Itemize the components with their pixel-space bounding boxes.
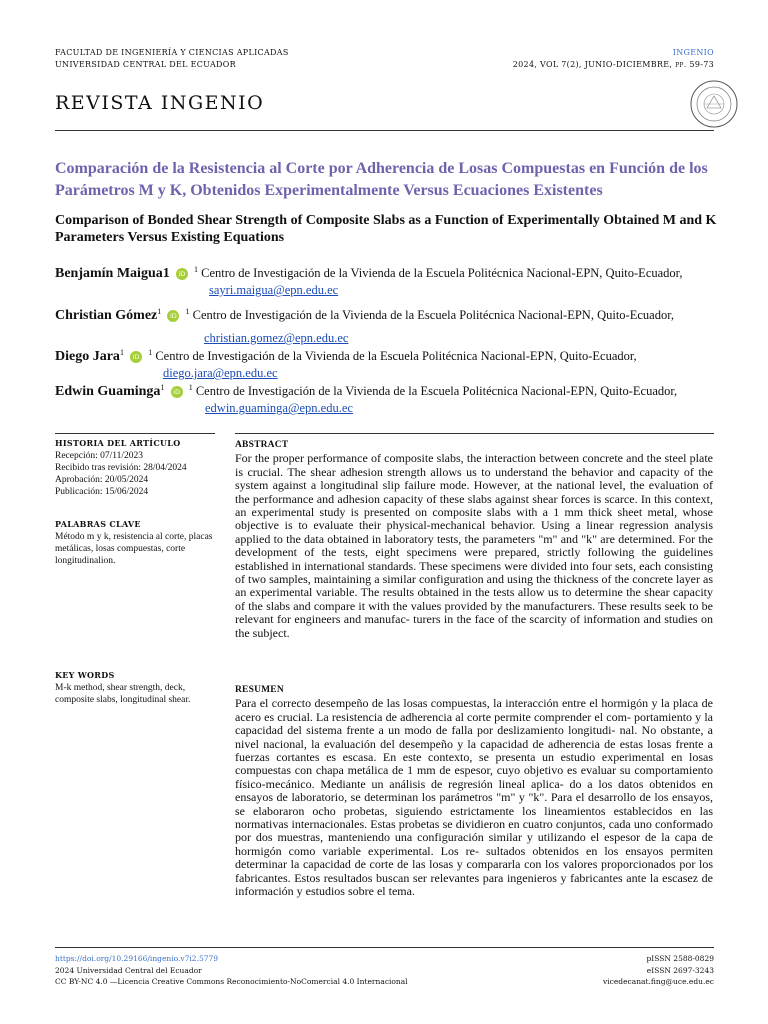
faculty-name: FACULTAD DE INGENIERÍA Y CIENCIAS APLICADAS bbox=[55, 48, 289, 57]
resumen-section bbox=[235, 684, 713, 899]
eissn: eISSN 2697-3243 bbox=[646, 965, 714, 975]
footer-right bbox=[603, 953, 714, 988]
resumen-text: Para el correcto desempeño de las losas compuestas, la interacción entre el hormigón y la placa de acero es crucial. La resistencia de adherencia al corte permite comprender el com- portamiento y la capacidad del sistema frente a un modo de falla por deslizamiento longitudi- nal. No obstante, a nivel nacional, la evaluación del desempeño y la capacidad de adherencia de estas losas frente a fuerzas cortantes es escasa. En este contexto, se presenta un estudio experimental en losas compuestas con chapa metálica de 1 mm de espesor, cuyo objetivo es evaluar su comportamiento físico-mecánico. Mediante un análisis de regresión lineal aplica- do a los datos obtenidos en ensayos de laboratorio, se determinan los parámetros "m" y "k". Para el desarrollo de los ensayos, se elaboraron ocho probetas, siguiendo estrictamente los lineamientos establecidos en las normativas internacionales. Estas probetas se dividieron en cuatro conjuntos, cada uno conformado por dos muestras, manteniendo una configuración similar y utilizando el espesor de la capa de hormigón como variable experimental. Los re- sultados obtenidos en los ensayos permiten determinar la capacidad de corte de las losas y compararla con los valores proporcionados por los fabricantes. Estos resultados buscan ser relevantes para ingenieros y fabricantes ante la escasez de información y estudios sobre el tema. bbox=[235, 696, 713, 899]
journal-short-name: INGENIO bbox=[672, 48, 714, 57]
author-affiliation: Centro de Investigación de la Vivienda de la Escuela Politécnica Nacional-EPN, Quito-Ecuador, bbox=[155, 349, 637, 364]
author-block-3 bbox=[55, 345, 725, 381]
author-name: Benjamín Maigua bbox=[55, 266, 163, 282]
author-sup: 1 bbox=[160, 383, 165, 392]
author-affiliation: Centro de Investigación de la Vivienda de la Escuela Politécnica Nacional-EPN, Quito-Ecuador, bbox=[192, 308, 674, 323]
resumen-heading: RESUMEN bbox=[235, 685, 284, 695]
author-name: Edwin Guaminga bbox=[55, 384, 161, 400]
contact-email[interactable]: vicedecanat.fing@uce.edu.ec bbox=[603, 977, 714, 986]
copyright-text: 2024 Universidad Central del Ecuador bbox=[55, 965, 202, 975]
author-sup: 1 bbox=[162, 266, 170, 282]
author-name: Diego Jara bbox=[55, 349, 120, 365]
author-email-link[interactable]: sayri.maigua@epn.edu.ec bbox=[209, 283, 339, 298]
keywords-en-text: M-k method, shear strength, deck, composite slabs, longitudinal shear. bbox=[55, 683, 191, 705]
footer-divider bbox=[55, 947, 714, 948]
article-title-spanish: Comparación de la Resistencia al Corte por Adherencia de Losas Compuestas en Función de los Parámetros M y K, Obtenidos Experimentalmente Versus Ecuaciones Existentes bbox=[55, 160, 708, 199]
running-header-right bbox=[513, 47, 714, 71]
author-block-1 bbox=[55, 262, 725, 298]
history-heading: HISTORIA DEL ARTÍCULO bbox=[55, 438, 181, 448]
issue-info: 2024, VOL 7(2), JUNIO-DICIEMBRE, pp. 59-73 bbox=[512, 60, 714, 69]
orcid-icon[interactable]: iD bbox=[130, 351, 142, 363]
footer-left bbox=[55, 953, 408, 988]
author-sup: 1 bbox=[119, 348, 124, 357]
orcid-icon[interactable]: iD bbox=[171, 386, 183, 398]
main-divider bbox=[235, 433, 714, 434]
pissn: pISSN 2588-0829 bbox=[646, 954, 714, 963]
affiliation-sup: 1 bbox=[148, 348, 153, 357]
university-seal-icon bbox=[690, 80, 738, 128]
keywords-es-text: Método m y k, resistencia al corte, placas metálicas, losas compuestas, corte longitudinalion. bbox=[55, 532, 213, 566]
orcid-icon[interactable]: iD bbox=[176, 268, 188, 280]
author-block-2 bbox=[55, 304, 725, 346]
journal-title: REVISTA INGENIO bbox=[55, 92, 265, 114]
abstract-text: For the proper performance of composite slabs, the interaction between concrete and the steel plate is crucial. The shear adhesion strength allows us to understand the behavior and capacity of the system against a longitudinal slip failure mode. However, at the national level, the evaluation of the performance and adhesion capacity of these slabs against shear forces is scarce. In this context, an experimental study is presented on composite slabs with a 1 mm thick sheet metal, whose objective is to evaluate their physical-mechanical behavior. Using a linear regression analysis applied to the data obtained in laboratory tests, the parameters "m" and "k" are determined. For the development of the tests, eight specimens were prepared, strictly following the guidelines established in international standards. These specimens were divided into four sets, each consisting of two samples, maintaining a similar configuration and using the thickness of the concrete layer as an experimental variable. The results obtained in the tests allow us to determine the shear capacity of the slabs and compare it with the values provided by the manufacturers. These results seek to be relevant for engineers and manufac- turers in the face of the scarcity of information and studies on the subject. bbox=[235, 451, 713, 640]
author-block-4 bbox=[55, 380, 725, 416]
keywords-english bbox=[55, 669, 215, 706]
history-received: Recepción: 07/11/2023 bbox=[55, 451, 144, 461]
author-name: Christian Gómez bbox=[55, 308, 158, 324]
article-history bbox=[55, 437, 215, 498]
keywords-en-heading: KEY WORDS bbox=[55, 670, 115, 680]
author-email-link[interactable]: christian.gomez@epn.edu.ec bbox=[204, 331, 349, 346]
author-email-link[interactable]: diego.jara@epn.edu.ec bbox=[163, 366, 278, 381]
author-sup: 1 bbox=[157, 307, 162, 316]
author-email-link[interactable]: edwin.guaminga@epn.edu.ec bbox=[205, 401, 353, 416]
affiliation-sup: 1 bbox=[185, 307, 190, 316]
author-affiliation: Centro de Investigación de la Vivienda de la Escuela Politécnica Nacional-EPN, Quito-Ecuador, bbox=[195, 384, 678, 399]
doi-link[interactable]: https://doi.org/10.29166/ingenio.v7i2.5779 bbox=[55, 954, 219, 963]
keywords-es-heading: PALABRAS CLAVE bbox=[55, 519, 141, 529]
university-name: UNIVERSIDAD CENTRAL DEL ECUADOR bbox=[55, 60, 236, 69]
header-divider bbox=[55, 130, 714, 131]
orcid-icon[interactable]: iD bbox=[167, 310, 179, 322]
history-published: Publicación: 15/06/2024 bbox=[55, 487, 149, 497]
abstract-section bbox=[235, 439, 713, 640]
history-approved: Aprobación: 20/05/2024 bbox=[55, 475, 149, 485]
keywords-spanish bbox=[55, 518, 215, 567]
abstract-heading: ABSTRACT bbox=[235, 440, 289, 450]
running-header-left bbox=[55, 47, 289, 71]
affiliation-sup: 1 bbox=[188, 383, 193, 392]
license-text: CC BY-NC 4.0 —Licencia Creative Commons Reconocimiento-NoComercial 4.0 Internacional bbox=[55, 977, 408, 986]
sidebar-divider bbox=[55, 433, 215, 434]
affiliation-sup: 1 bbox=[193, 265, 198, 274]
author-affiliation: Centro de Investigación de la Vivienda de la Escuela Politécnica Nacional-EPN, Quito-Ecuador, bbox=[201, 266, 683, 281]
history-revised: Recibido tras revisión: 28/04/2024 bbox=[55, 463, 187, 473]
article-title-english: Comparison of Bonded Shear Strength of Composite Slabs as a Function of Experimentally Obtained M and K Parameters Versus Existing Equations bbox=[55, 213, 717, 245]
